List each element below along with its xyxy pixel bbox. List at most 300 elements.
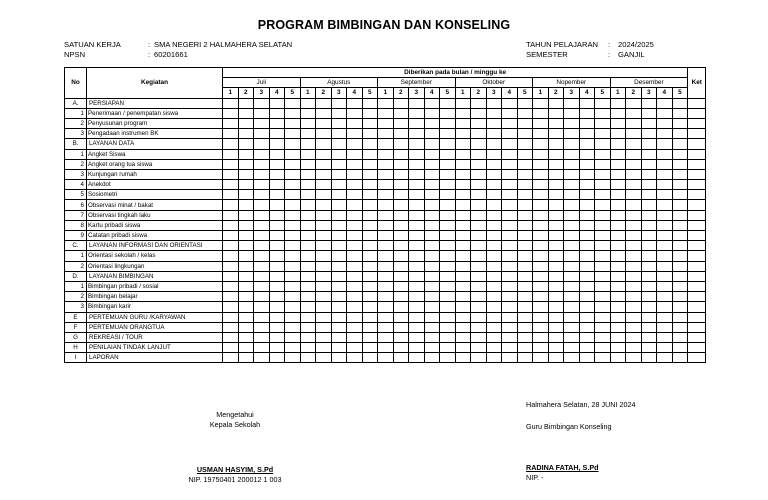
schedule-cell[interactable] xyxy=(254,251,270,261)
schedule-cell[interactable] xyxy=(300,200,316,210)
schedule-cell[interactable] xyxy=(409,139,425,149)
schedule-cell[interactable] xyxy=(393,332,409,342)
schedule-cell[interactable] xyxy=(285,129,301,139)
schedule-cell[interactable] xyxy=(455,241,471,251)
schedule-cell[interactable] xyxy=(455,129,471,139)
schedule-cell[interactable] xyxy=(548,312,564,322)
schedule-cell[interactable] xyxy=(331,281,347,291)
schedule-cell[interactable] xyxy=(455,108,471,118)
schedule-cell[interactable] xyxy=(610,149,626,159)
schedule-cell[interactable] xyxy=(455,343,471,353)
schedule-cell[interactable] xyxy=(533,312,549,322)
schedule-cell[interactable] xyxy=(440,332,456,342)
ket-cell[interactable] xyxy=(688,118,706,128)
schedule-cell[interactable] xyxy=(626,169,642,179)
schedule-cell[interactable] xyxy=(672,261,688,271)
schedule-cell[interactable] xyxy=(300,251,316,261)
schedule-cell[interactable] xyxy=(455,180,471,190)
schedule-cell[interactable] xyxy=(595,118,611,128)
schedule-cell[interactable] xyxy=(331,149,347,159)
schedule-cell[interactable] xyxy=(564,271,580,281)
schedule-cell[interactable] xyxy=(502,271,518,281)
schedule-cell[interactable] xyxy=(424,353,440,363)
schedule-cell[interactable] xyxy=(517,241,533,251)
schedule-cell[interactable] xyxy=(657,241,673,251)
schedule-cell[interactable] xyxy=(471,271,487,281)
schedule-cell[interactable] xyxy=(610,231,626,241)
schedule-cell[interactable] xyxy=(548,343,564,353)
schedule-cell[interactable] xyxy=(548,180,564,190)
schedule-cell[interactable] xyxy=(393,98,409,108)
schedule-cell[interactable] xyxy=(269,108,285,118)
schedule-cell[interactable] xyxy=(657,129,673,139)
schedule-cell[interactable] xyxy=(316,149,332,159)
schedule-cell[interactable] xyxy=(610,292,626,302)
schedule-cell[interactable] xyxy=(564,149,580,159)
schedule-cell[interactable] xyxy=(362,312,378,322)
schedule-cell[interactable] xyxy=(564,200,580,210)
ket-cell[interactable] xyxy=(688,210,706,220)
schedule-cell[interactable] xyxy=(238,302,254,312)
schedule-cell[interactable] xyxy=(517,261,533,271)
ket-cell[interactable] xyxy=(688,281,706,291)
schedule-cell[interactable] xyxy=(285,149,301,159)
schedule-cell[interactable] xyxy=(657,281,673,291)
schedule-cell[interactable] xyxy=(316,231,332,241)
schedule-cell[interactable] xyxy=(300,302,316,312)
schedule-cell[interactable] xyxy=(672,292,688,302)
schedule-cell[interactable] xyxy=(440,129,456,139)
schedule-cell[interactable] xyxy=(285,200,301,210)
schedule-cell[interactable] xyxy=(285,98,301,108)
schedule-cell[interactable] xyxy=(517,231,533,241)
schedule-cell[interactable] xyxy=(657,322,673,332)
ket-cell[interactable] xyxy=(688,322,706,332)
schedule-cell[interactable] xyxy=(285,210,301,220)
schedule-cell[interactable] xyxy=(641,353,657,363)
schedule-cell[interactable] xyxy=(579,343,595,353)
schedule-cell[interactable] xyxy=(455,271,471,281)
schedule-cell[interactable] xyxy=(238,292,254,302)
schedule-cell[interactable] xyxy=(378,322,394,332)
schedule-cell[interactable] xyxy=(641,159,657,169)
schedule-cell[interactable] xyxy=(595,312,611,322)
schedule-cell[interactable] xyxy=(641,139,657,149)
schedule-cell[interactable] xyxy=(238,139,254,149)
schedule-cell[interactable] xyxy=(564,343,580,353)
schedule-cell[interactable] xyxy=(269,251,285,261)
schedule-cell[interactable] xyxy=(440,220,456,230)
schedule-cell[interactable] xyxy=(331,200,347,210)
schedule-cell[interactable] xyxy=(378,108,394,118)
schedule-cell[interactable] xyxy=(657,159,673,169)
schedule-cell[interactable] xyxy=(564,139,580,149)
schedule-cell[interactable] xyxy=(424,129,440,139)
schedule-cell[interactable] xyxy=(300,281,316,291)
schedule-cell[interactable] xyxy=(424,169,440,179)
schedule-cell[interactable] xyxy=(595,98,611,108)
schedule-cell[interactable] xyxy=(471,190,487,200)
schedule-cell[interactable] xyxy=(238,210,254,220)
schedule-cell[interactable] xyxy=(641,332,657,342)
schedule-cell[interactable] xyxy=(672,332,688,342)
schedule-cell[interactable] xyxy=(533,231,549,241)
schedule-cell[interactable] xyxy=(471,322,487,332)
schedule-cell[interactable] xyxy=(393,281,409,291)
schedule-cell[interactable] xyxy=(455,200,471,210)
schedule-cell[interactable] xyxy=(331,231,347,241)
schedule-cell[interactable] xyxy=(300,129,316,139)
schedule-cell[interactable] xyxy=(409,149,425,159)
schedule-cell[interactable] xyxy=(471,302,487,312)
schedule-cell[interactable] xyxy=(409,108,425,118)
schedule-cell[interactable] xyxy=(502,332,518,342)
schedule-cell[interactable] xyxy=(378,251,394,261)
schedule-cell[interactable] xyxy=(471,118,487,128)
schedule-cell[interactable] xyxy=(657,180,673,190)
schedule-cell[interactable] xyxy=(564,231,580,241)
schedule-cell[interactable] xyxy=(285,231,301,241)
schedule-cell[interactable] xyxy=(548,261,564,271)
schedule-cell[interactable] xyxy=(579,292,595,302)
schedule-cell[interactable] xyxy=(595,139,611,149)
schedule-cell[interactable] xyxy=(269,200,285,210)
schedule-cell[interactable] xyxy=(316,98,332,108)
schedule-cell[interactable] xyxy=(672,251,688,261)
schedule-cell[interactable] xyxy=(533,190,549,200)
schedule-cell[interactable] xyxy=(238,159,254,169)
schedule-cell[interactable] xyxy=(517,322,533,332)
schedule-cell[interactable] xyxy=(393,343,409,353)
schedule-cell[interactable] xyxy=(347,343,363,353)
schedule-cell[interactable] xyxy=(548,118,564,128)
schedule-cell[interactable] xyxy=(579,98,595,108)
schedule-cell[interactable] xyxy=(378,159,394,169)
schedule-cell[interactable] xyxy=(657,332,673,342)
schedule-cell[interactable] xyxy=(424,251,440,261)
schedule-cell[interactable] xyxy=(440,241,456,251)
schedule-cell[interactable] xyxy=(502,353,518,363)
schedule-cell[interactable] xyxy=(362,210,378,220)
schedule-cell[interactable] xyxy=(486,149,502,159)
schedule-cell[interactable] xyxy=(347,302,363,312)
schedule-cell[interactable] xyxy=(409,302,425,312)
schedule-cell[interactable] xyxy=(316,129,332,139)
schedule-cell[interactable] xyxy=(409,200,425,210)
schedule-cell[interactable] xyxy=(223,322,239,332)
schedule-cell[interactable] xyxy=(610,159,626,169)
schedule-cell[interactable] xyxy=(641,149,657,159)
schedule-cell[interactable] xyxy=(393,149,409,159)
schedule-cell[interactable] xyxy=(672,271,688,281)
schedule-cell[interactable] xyxy=(409,98,425,108)
ket-cell[interactable] xyxy=(688,302,706,312)
schedule-cell[interactable] xyxy=(269,332,285,342)
schedule-cell[interactable] xyxy=(564,353,580,363)
schedule-cell[interactable] xyxy=(409,322,425,332)
schedule-cell[interactable] xyxy=(223,353,239,363)
schedule-cell[interactable] xyxy=(378,292,394,302)
schedule-cell[interactable] xyxy=(533,200,549,210)
schedule-cell[interactable] xyxy=(440,231,456,241)
schedule-cell[interactable] xyxy=(362,159,378,169)
ket-cell[interactable] xyxy=(688,271,706,281)
schedule-cell[interactable] xyxy=(579,108,595,118)
ket-cell[interactable] xyxy=(688,159,706,169)
schedule-cell[interactable] xyxy=(672,98,688,108)
schedule-cell[interactable] xyxy=(331,220,347,230)
schedule-cell[interactable] xyxy=(316,190,332,200)
schedule-cell[interactable] xyxy=(455,312,471,322)
schedule-cell[interactable] xyxy=(316,251,332,261)
schedule-cell[interactable] xyxy=(517,98,533,108)
schedule-cell[interactable] xyxy=(393,241,409,251)
schedule-cell[interactable] xyxy=(316,322,332,332)
schedule-cell[interactable] xyxy=(641,302,657,312)
schedule-cell[interactable] xyxy=(595,210,611,220)
schedule-cell[interactable] xyxy=(641,169,657,179)
schedule-cell[interactable] xyxy=(595,108,611,118)
schedule-cell[interactable] xyxy=(409,353,425,363)
schedule-cell[interactable] xyxy=(285,261,301,271)
schedule-cell[interactable] xyxy=(362,332,378,342)
schedule-cell[interactable] xyxy=(471,149,487,159)
schedule-cell[interactable] xyxy=(254,302,270,312)
schedule-cell[interactable] xyxy=(424,231,440,241)
schedule-cell[interactable] xyxy=(440,159,456,169)
schedule-cell[interactable] xyxy=(641,200,657,210)
schedule-cell[interactable] xyxy=(316,271,332,281)
schedule-cell[interactable] xyxy=(362,149,378,159)
schedule-cell[interactable] xyxy=(641,129,657,139)
schedule-cell[interactable] xyxy=(517,200,533,210)
schedule-cell[interactable] xyxy=(641,292,657,302)
schedule-cell[interactable] xyxy=(424,312,440,322)
schedule-cell[interactable] xyxy=(347,210,363,220)
schedule-cell[interactable] xyxy=(238,118,254,128)
schedule-cell[interactable] xyxy=(626,190,642,200)
schedule-cell[interactable] xyxy=(331,332,347,342)
schedule-cell[interactable] xyxy=(626,353,642,363)
schedule-cell[interactable] xyxy=(393,353,409,363)
schedule-cell[interactable] xyxy=(564,159,580,169)
schedule-cell[interactable] xyxy=(254,190,270,200)
schedule-cell[interactable] xyxy=(347,332,363,342)
schedule-cell[interactable] xyxy=(672,312,688,322)
schedule-cell[interactable] xyxy=(595,169,611,179)
schedule-cell[interactable] xyxy=(347,231,363,241)
ket-cell[interactable] xyxy=(688,169,706,179)
schedule-cell[interactable] xyxy=(254,139,270,149)
ket-cell[interactable] xyxy=(688,108,706,118)
schedule-cell[interactable] xyxy=(579,139,595,149)
schedule-cell[interactable] xyxy=(347,98,363,108)
schedule-cell[interactable] xyxy=(254,241,270,251)
schedule-cell[interactable] xyxy=(672,220,688,230)
schedule-cell[interactable] xyxy=(610,139,626,149)
schedule-cell[interactable] xyxy=(254,149,270,159)
schedule-cell[interactable] xyxy=(331,190,347,200)
schedule-cell[interactable] xyxy=(424,332,440,342)
ket-cell[interactable] xyxy=(688,139,706,149)
schedule-cell[interactable] xyxy=(595,322,611,332)
schedule-cell[interactable] xyxy=(471,241,487,251)
schedule-cell[interactable] xyxy=(471,169,487,179)
schedule-cell[interactable] xyxy=(223,98,239,108)
schedule-cell[interactable] xyxy=(223,169,239,179)
schedule-cell[interactable] xyxy=(238,281,254,291)
schedule-cell[interactable] xyxy=(672,169,688,179)
schedule-cell[interactable] xyxy=(238,322,254,332)
schedule-cell[interactable] xyxy=(548,149,564,159)
schedule-cell[interactable] xyxy=(393,292,409,302)
schedule-cell[interactable] xyxy=(300,169,316,179)
schedule-cell[interactable] xyxy=(533,353,549,363)
schedule-cell[interactable] xyxy=(254,312,270,322)
schedule-cell[interactable] xyxy=(409,251,425,261)
schedule-cell[interactable] xyxy=(316,108,332,118)
schedule-cell[interactable] xyxy=(223,231,239,241)
schedule-cell[interactable] xyxy=(347,129,363,139)
schedule-cell[interactable] xyxy=(502,159,518,169)
schedule-cell[interactable] xyxy=(610,312,626,322)
schedule-cell[interactable] xyxy=(316,261,332,271)
schedule-cell[interactable] xyxy=(424,241,440,251)
schedule-cell[interactable] xyxy=(331,108,347,118)
schedule-cell[interactable] xyxy=(362,108,378,118)
schedule-cell[interactable] xyxy=(347,271,363,281)
schedule-cell[interactable] xyxy=(486,159,502,169)
schedule-cell[interactable] xyxy=(471,353,487,363)
schedule-cell[interactable] xyxy=(362,302,378,312)
schedule-cell[interactable] xyxy=(471,231,487,241)
schedule-cell[interactable] xyxy=(393,169,409,179)
schedule-cell[interactable] xyxy=(424,292,440,302)
schedule-cell[interactable] xyxy=(548,220,564,230)
schedule-cell[interactable] xyxy=(564,312,580,322)
schedule-cell[interactable] xyxy=(486,343,502,353)
schedule-cell[interactable] xyxy=(672,118,688,128)
schedule-cell[interactable] xyxy=(269,159,285,169)
ket-cell[interactable] xyxy=(688,231,706,241)
schedule-cell[interactable] xyxy=(517,353,533,363)
schedule-cell[interactable] xyxy=(440,353,456,363)
schedule-cell[interactable] xyxy=(269,353,285,363)
schedule-cell[interactable] xyxy=(533,241,549,251)
schedule-cell[interactable] xyxy=(378,231,394,241)
schedule-cell[interactable] xyxy=(626,312,642,322)
schedule-cell[interactable] xyxy=(269,343,285,353)
schedule-cell[interactable] xyxy=(486,118,502,128)
schedule-cell[interactable] xyxy=(424,98,440,108)
schedule-cell[interactable] xyxy=(672,190,688,200)
schedule-cell[interactable] xyxy=(564,118,580,128)
schedule-cell[interactable] xyxy=(595,281,611,291)
schedule-cell[interactable] xyxy=(610,98,626,108)
schedule-cell[interactable] xyxy=(548,139,564,149)
schedule-cell[interactable] xyxy=(316,302,332,312)
schedule-cell[interactable] xyxy=(471,159,487,169)
schedule-cell[interactable] xyxy=(285,241,301,251)
schedule-cell[interactable] xyxy=(579,149,595,159)
schedule-cell[interactable] xyxy=(300,231,316,241)
schedule-cell[interactable] xyxy=(409,292,425,302)
schedule-cell[interactable] xyxy=(424,180,440,190)
schedule-cell[interactable] xyxy=(626,129,642,139)
schedule-cell[interactable] xyxy=(269,281,285,291)
schedule-cell[interactable] xyxy=(610,118,626,128)
schedule-cell[interactable] xyxy=(316,281,332,291)
schedule-cell[interactable] xyxy=(533,108,549,118)
ket-cell[interactable] xyxy=(688,220,706,230)
schedule-cell[interactable] xyxy=(548,169,564,179)
schedule-cell[interactable] xyxy=(455,169,471,179)
schedule-cell[interactable] xyxy=(641,190,657,200)
schedule-cell[interactable] xyxy=(223,281,239,291)
schedule-cell[interactable] xyxy=(672,302,688,312)
schedule-cell[interactable] xyxy=(254,159,270,169)
schedule-cell[interactable] xyxy=(316,292,332,302)
schedule-cell[interactable] xyxy=(548,108,564,118)
schedule-cell[interactable] xyxy=(533,118,549,128)
schedule-cell[interactable] xyxy=(502,169,518,179)
schedule-cell[interactable] xyxy=(486,241,502,251)
schedule-cell[interactable] xyxy=(362,292,378,302)
schedule-cell[interactable] xyxy=(626,149,642,159)
schedule-cell[interactable] xyxy=(347,180,363,190)
schedule-cell[interactable] xyxy=(471,180,487,190)
schedule-cell[interactable] xyxy=(223,312,239,322)
schedule-cell[interactable] xyxy=(269,190,285,200)
schedule-cell[interactable] xyxy=(548,251,564,261)
schedule-cell[interactable] xyxy=(378,118,394,128)
schedule-cell[interactable] xyxy=(533,251,549,261)
schedule-cell[interactable] xyxy=(672,129,688,139)
schedule-cell[interactable] xyxy=(641,220,657,230)
schedule-cell[interactable] xyxy=(564,210,580,220)
schedule-cell[interactable] xyxy=(378,190,394,200)
schedule-cell[interactable] xyxy=(517,302,533,312)
schedule-cell[interactable] xyxy=(471,129,487,139)
schedule-cell[interactable] xyxy=(238,271,254,281)
schedule-cell[interactable] xyxy=(548,98,564,108)
schedule-cell[interactable] xyxy=(564,98,580,108)
schedule-cell[interactable] xyxy=(316,220,332,230)
schedule-cell[interactable] xyxy=(285,169,301,179)
schedule-cell[interactable] xyxy=(393,251,409,261)
schedule-cell[interactable] xyxy=(409,180,425,190)
schedule-cell[interactable] xyxy=(393,312,409,322)
schedule-cell[interactable] xyxy=(393,271,409,281)
schedule-cell[interactable] xyxy=(393,139,409,149)
schedule-cell[interactable] xyxy=(378,261,394,271)
schedule-cell[interactable] xyxy=(579,261,595,271)
schedule-cell[interactable] xyxy=(517,180,533,190)
schedule-cell[interactable] xyxy=(672,281,688,291)
schedule-cell[interactable] xyxy=(579,159,595,169)
schedule-cell[interactable] xyxy=(316,312,332,322)
schedule-cell[interactable] xyxy=(595,200,611,210)
schedule-cell[interactable] xyxy=(424,210,440,220)
schedule-cell[interactable] xyxy=(471,139,487,149)
schedule-cell[interactable] xyxy=(269,98,285,108)
schedule-cell[interactable] xyxy=(471,281,487,291)
schedule-cell[interactable] xyxy=(564,322,580,332)
schedule-cell[interactable] xyxy=(548,332,564,342)
schedule-cell[interactable] xyxy=(316,159,332,169)
schedule-cell[interactable] xyxy=(424,261,440,271)
schedule-cell[interactable] xyxy=(502,98,518,108)
